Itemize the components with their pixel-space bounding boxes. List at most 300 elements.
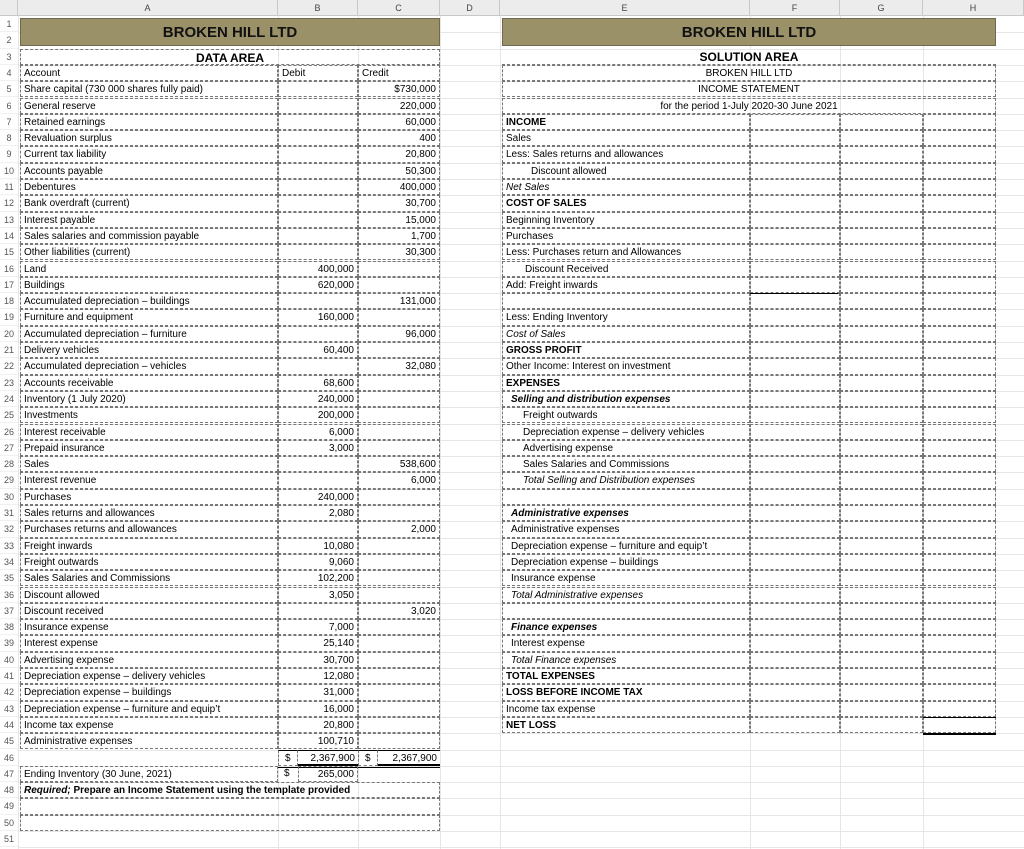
- solution-line-label[interactable]: Freight outwards: [502, 407, 750, 423]
- solution-amount-cell-f[interactable]: [750, 538, 840, 554]
- account-name-cell[interactable]: Prepaid insurance: [20, 440, 278, 456]
- solution-amount-cell-g[interactable]: [840, 244, 923, 260]
- row-header[interactable]: 20: [0, 326, 18, 342]
- credit-cell[interactable]: [358, 342, 440, 358]
- row-header[interactable]: 28: [0, 456, 18, 472]
- column-header-a[interactable]: A: [18, 0, 278, 16]
- solution-amount-cell-g[interactable]: [840, 472, 923, 488]
- row-header[interactable]: 40: [0, 652, 18, 668]
- solution-amount-cell-f[interactable]: [750, 684, 840, 700]
- credit-cell[interactable]: [358, 717, 440, 733]
- account-name-cell[interactable]: Furniture and equipment: [20, 309, 278, 325]
- debit-total[interactable]: 2,367,900: [298, 750, 358, 766]
- solution-amount-cell-h[interactable]: [923, 358, 996, 374]
- solution-amount-cell-f[interactable]: [750, 521, 840, 537]
- row-header[interactable]: 50: [0, 815, 18, 831]
- credit-total[interactable]: 2,367,900: [378, 750, 440, 766]
- solution-line-label[interactable]: COST OF SALES: [502, 195, 750, 211]
- solution-line-label[interactable]: Total Finance expenses: [502, 652, 750, 668]
- credit-cell[interactable]: [358, 684, 440, 700]
- debit-cell[interactable]: 31,000: [278, 684, 358, 700]
- solution-amount-cell-g[interactable]: [840, 277, 923, 293]
- solution-amount-cell-f[interactable]: [750, 163, 840, 179]
- debit-cell[interactable]: 160,000: [278, 309, 358, 325]
- account-name-cell[interactable]: General reserve: [20, 98, 278, 114]
- account-name-cell[interactable]: Interest revenue: [20, 472, 278, 488]
- solution-amount-cell-h[interactable]: [923, 668, 996, 684]
- debit-cell[interactable]: 20,800: [278, 717, 358, 733]
- account-name-cell[interactable]: Freight inwards: [20, 538, 278, 554]
- account-name-cell[interactable]: Depreciation expense – buildings: [20, 684, 278, 700]
- row-header[interactable]: 18: [0, 293, 18, 309]
- solution-amount-cell-h[interactable]: [923, 505, 996, 521]
- credit-cell[interactable]: [358, 407, 440, 423]
- solution-line-label[interactable]: LOSS BEFORE INCOME TAX: [502, 684, 750, 700]
- row-header[interactable]: 22: [0, 358, 18, 374]
- solution-amount-cell-g[interactable]: [840, 358, 923, 374]
- credit-cell[interactable]: [358, 309, 440, 325]
- debit-cell[interactable]: 240,000: [278, 391, 358, 407]
- debit-cell[interactable]: [278, 472, 358, 488]
- account-name-cell[interactable]: Inventory (1 July 2020): [20, 391, 278, 407]
- debit-cell[interactable]: [278, 195, 358, 211]
- credit-cell[interactable]: 2,000: [358, 521, 440, 537]
- solution-amount-cell-f[interactable]: [750, 407, 840, 423]
- account-name-cell[interactable]: Accumulated depreciation – furniture: [20, 326, 278, 342]
- solution-line-label[interactable]: Depreciation expense – furniture and equip’t: [502, 538, 750, 554]
- solution-line-label[interactable]: Less: Purchases return and Allowances: [502, 244, 750, 260]
- row-header[interactable]: 38: [0, 619, 18, 635]
- solution-amount-cell-g[interactable]: [840, 212, 923, 228]
- debit-cell[interactable]: 200,000: [278, 407, 358, 423]
- solution-amount-cell-h[interactable]: [923, 163, 996, 179]
- solution-amount-cell-f[interactable]: [750, 326, 840, 342]
- solution-line-label[interactable]: Cost of Sales: [502, 326, 750, 342]
- debit-cell[interactable]: [278, 179, 358, 195]
- solution-amount-cell-h[interactable]: [923, 391, 996, 407]
- solution-amount-cell-f[interactable]: [750, 668, 840, 684]
- solution-amount-cell-g[interactable]: [840, 293, 923, 309]
- row-header[interactable]: 32: [0, 521, 18, 537]
- account-name-cell[interactable]: Accumulated depreciation – buildings: [20, 293, 278, 309]
- debit-cell[interactable]: [278, 212, 358, 228]
- credit-cell[interactable]: 96,000: [358, 326, 440, 342]
- solution-amount-cell-g[interactable]: [840, 326, 923, 342]
- account-name-cell[interactable]: Accumulated depreciation – vehicles: [20, 358, 278, 374]
- column-header-h[interactable]: H: [923, 0, 1024, 16]
- solution-amount-cell-f[interactable]: [750, 391, 840, 407]
- solution-amount-cell-h[interactable]: [923, 635, 996, 651]
- column-header-d[interactable]: D: [440, 0, 500, 16]
- solution-line-label[interactable]: Beginning Inventory: [502, 212, 750, 228]
- solution-amount-cell-g[interactable]: [840, 163, 923, 179]
- account-name-cell[interactable]: Income tax expense: [20, 717, 278, 733]
- credit-cell[interactable]: [358, 701, 440, 717]
- row-header[interactable]: 47: [0, 766, 18, 782]
- solution-amount-cell-g[interactable]: [840, 391, 923, 407]
- credit-cell[interactable]: [358, 375, 440, 391]
- credit-cell[interactable]: 1,700: [358, 228, 440, 244]
- credit-cell[interactable]: [358, 587, 440, 603]
- solution-amount-cell-f[interactable]: [750, 635, 840, 651]
- debit-cell[interactable]: 6,000: [278, 424, 358, 440]
- solution-amount-cell-f[interactable]: [750, 587, 840, 603]
- debit-cell[interactable]: 102,200: [278, 570, 358, 586]
- solution-amount-cell-f[interactable]: [750, 375, 840, 391]
- row-header[interactable]: 4: [0, 65, 18, 81]
- debit-cell[interactable]: 9,060: [278, 554, 358, 570]
- solution-amount-cell-h[interactable]: [923, 684, 996, 700]
- debit-cell[interactable]: 2,080: [278, 505, 358, 521]
- debit-cell[interactable]: [278, 81, 358, 97]
- solution-line-label[interactable]: Add: Freight inwards: [502, 277, 750, 293]
- row-header[interactable]: 2: [0, 32, 18, 48]
- solution-amount-cell-h[interactable]: [923, 293, 996, 309]
- account-name-cell[interactable]: Debentures: [20, 179, 278, 195]
- solution-amount-cell-h[interactable]: [923, 424, 996, 440]
- column-header-b[interactable]: B: [278, 0, 358, 16]
- account-name-cell[interactable]: Interest expense: [20, 635, 278, 651]
- account-name-cell[interactable]: Bank overdraft (current): [20, 195, 278, 211]
- credit-cell[interactable]: 50,300: [358, 163, 440, 179]
- solution-line-label[interactable]: Less: Sales returns and allowances: [502, 146, 750, 162]
- solution-amount-cell-f[interactable]: [750, 195, 840, 211]
- solution-line-label[interactable]: Depreciation expense – buildings: [502, 554, 750, 570]
- solution-amount-cell-g[interactable]: [840, 652, 923, 668]
- empty-cell[interactable]: [20, 815, 440, 831]
- solution-line-label[interactable]: Total Selling and Distribution expenses: [502, 472, 750, 488]
- debit-cell[interactable]: [278, 603, 358, 619]
- row-header[interactable]: 7: [0, 114, 18, 130]
- account-name-cell[interactable]: Buildings: [20, 277, 278, 293]
- debit-cell[interactable]: 60,400: [278, 342, 358, 358]
- row-header[interactable]: 25: [0, 407, 18, 423]
- account-name-cell[interactable]: Current tax liability: [20, 146, 278, 162]
- debit-cell[interactable]: [278, 244, 358, 260]
- solution-amount-cell-f[interactable]: [750, 309, 840, 325]
- account-name-cell[interactable]: Depreciation expense – furniture and equip’t: [20, 701, 278, 717]
- solution-amount-cell-h[interactable]: [923, 375, 996, 391]
- solution-amount-cell-g[interactable]: [840, 684, 923, 700]
- debit-cell[interactable]: [278, 358, 358, 374]
- row-header[interactable]: 19: [0, 309, 18, 325]
- debit-cell[interactable]: 12,080: [278, 668, 358, 684]
- credit-cell[interactable]: [358, 668, 440, 684]
- credit-cell[interactable]: [358, 554, 440, 570]
- column-header-c[interactable]: C: [358, 0, 440, 16]
- solution-line-label[interactable]: Administrative expenses: [502, 521, 750, 537]
- credit-cell[interactable]: [358, 277, 440, 293]
- solution-amount-cell-h[interactable]: [923, 277, 996, 293]
- debit-cell[interactable]: [278, 326, 358, 342]
- credit-cell[interactable]: [358, 538, 440, 554]
- row-header[interactable]: 34: [0, 554, 18, 570]
- account-name-cell[interactable]: Discount allowed: [20, 587, 278, 603]
- credit-cell[interactable]: 400: [358, 130, 440, 146]
- solution-amount-cell-h[interactable]: [923, 146, 996, 162]
- row-header[interactable]: 45: [0, 733, 18, 749]
- solution-amount-cell-f[interactable]: [750, 293, 840, 309]
- column-header-e[interactable]: E: [500, 0, 750, 16]
- solution-amount-cell-g[interactable]: [840, 570, 923, 586]
- row-header[interactable]: 26: [0, 424, 18, 440]
- debit-cell[interactable]: 240,000: [278, 489, 358, 505]
- debit-cell[interactable]: 7,000: [278, 619, 358, 635]
- solution-amount-cell-f[interactable]: [750, 130, 840, 146]
- solution-line-label[interactable]: Advertising expense: [502, 440, 750, 456]
- account-name-cell[interactable]: Discount received: [20, 603, 278, 619]
- credit-cell[interactable]: 400,000: [358, 179, 440, 195]
- row-header[interactable]: 24: [0, 391, 18, 407]
- credit-cell[interactable]: 32,080: [358, 358, 440, 374]
- account-name-cell[interactable]: Administrative expenses: [20, 733, 278, 749]
- credit-cell[interactable]: [358, 619, 440, 635]
- solution-amount-cell-g[interactable]: [840, 456, 923, 472]
- solution-amount-cell-h[interactable]: [923, 195, 996, 211]
- solution-amount-cell-f[interactable]: [750, 717, 840, 733]
- solution-line-label[interactable]: Less: Ending Inventory: [502, 309, 750, 325]
- account-name-cell[interactable]: Investments: [20, 407, 278, 423]
- select-all-corner[interactable]: [0, 0, 18, 16]
- solution-line-label[interactable]: Total Administrative expenses: [502, 587, 750, 603]
- debit-cell[interactable]: [278, 98, 358, 114]
- solution-amount-cell-h[interactable]: [923, 228, 996, 244]
- row-header[interactable]: 31: [0, 505, 18, 521]
- solution-amount-cell-g[interactable]: [840, 228, 923, 244]
- row-header[interactable]: 14: [0, 228, 18, 244]
- credit-cell[interactable]: 15,000: [358, 212, 440, 228]
- solution-amount-cell-h[interactable]: [923, 440, 996, 456]
- credit-cell[interactable]: [358, 570, 440, 586]
- solution-amount-cell-f[interactable]: [750, 603, 840, 619]
- solution-amount-cell-g[interactable]: [840, 407, 923, 423]
- row-header[interactable]: 21: [0, 342, 18, 358]
- solution-line-label[interactable]: Net Sales: [502, 179, 750, 195]
- solution-line-label[interactable]: [502, 293, 750, 309]
- row-header[interactable]: 11: [0, 179, 18, 195]
- account-name-cell[interactable]: Sales salaries and commission payable: [20, 228, 278, 244]
- solution-amount-cell-f[interactable]: [750, 114, 840, 130]
- solution-amount-cell-f[interactable]: [750, 277, 840, 293]
- solution-line-label[interactable]: NET LOSS: [502, 717, 750, 733]
- debit-cell[interactable]: 3,000: [278, 440, 358, 456]
- credit-cell[interactable]: [358, 505, 440, 521]
- solution-amount-cell-h[interactable]: [923, 603, 996, 619]
- account-name-cell[interactable]: Purchases: [20, 489, 278, 505]
- row-header[interactable]: 35: [0, 570, 18, 586]
- account-name-cell[interactable]: Advertising expense: [20, 652, 278, 668]
- solution-line-label[interactable]: TOTAL EXPENSES: [502, 668, 750, 684]
- solution-amount-cell-g[interactable]: [840, 440, 923, 456]
- solution-amount-cell-h[interactable]: [923, 244, 996, 260]
- solution-amount-cell-f[interactable]: [750, 701, 840, 717]
- debit-cell[interactable]: 100,710: [278, 733, 358, 749]
- credit-cell[interactable]: [358, 733, 440, 749]
- row-header[interactable]: 15: [0, 244, 18, 260]
- debit-cell[interactable]: [278, 114, 358, 130]
- row-header[interactable]: 42: [0, 684, 18, 700]
- account-name-cell[interactable]: Sales returns and allowances: [20, 505, 278, 521]
- credit-cell[interactable]: [358, 652, 440, 668]
- row-header[interactable]: 17: [0, 277, 18, 293]
- account-name-cell[interactable]: Sales: [20, 456, 278, 472]
- row-header[interactable]: 49: [0, 798, 18, 814]
- account-name-cell[interactable]: Insurance expense: [20, 619, 278, 635]
- solution-line-label[interactable]: Discount Received: [502, 261, 750, 277]
- solution-amount-cell-f[interactable]: [750, 472, 840, 488]
- solution-amount-cell-h[interactable]: [923, 342, 996, 358]
- solution-amount-cell-g[interactable]: [840, 538, 923, 554]
- solution-amount-cell-h[interactable]: [923, 701, 996, 717]
- solution-amount-cell-h[interactable]: [923, 326, 996, 342]
- ending-inventory-value[interactable]: 265,000: [298, 766, 358, 782]
- solution-line-label[interactable]: [502, 489, 750, 505]
- solution-amount-cell-f[interactable]: [750, 212, 840, 228]
- solution-line-label[interactable]: Administrative expenses: [502, 505, 750, 521]
- row-header[interactable]: 43: [0, 701, 18, 717]
- solution-line-label[interactable]: Sales Salaries and Commissions: [502, 456, 750, 472]
- row-header[interactable]: 16: [0, 261, 18, 277]
- solution-line-label[interactable]: GROSS PROFIT: [502, 342, 750, 358]
- credit-cell[interactable]: 30,700: [358, 195, 440, 211]
- solution-amount-cell-h[interactable]: [923, 652, 996, 668]
- solution-amount-cell-f[interactable]: [750, 179, 840, 195]
- solution-amount-cell-h[interactable]: [923, 212, 996, 228]
- account-name-cell[interactable]: Accounts receivable: [20, 375, 278, 391]
- solution-amount-cell-f[interactable]: [750, 146, 840, 162]
- solution-line-label[interactable]: Sales: [502, 130, 750, 146]
- solution-line-label[interactable]: [502, 603, 750, 619]
- solution-amount-cell-g[interactable]: [840, 179, 923, 195]
- solution-amount-cell-f[interactable]: [750, 652, 840, 668]
- solution-amount-cell-g[interactable]: [840, 521, 923, 537]
- solution-line-label[interactable]: Selling and distribution expenses: [502, 391, 750, 407]
- solution-amount-cell-g[interactable]: [840, 603, 923, 619]
- solution-amount-cell-f[interactable]: [750, 570, 840, 586]
- row-header[interactable]: 10: [0, 163, 18, 179]
- solution-amount-cell-h[interactable]: [923, 261, 996, 277]
- solution-amount-cell-g[interactable]: [840, 114, 923, 130]
- solution-amount-cell-g[interactable]: [840, 261, 923, 277]
- solution-amount-cell-h[interactable]: [923, 554, 996, 570]
- solution-amount-cell-h[interactable]: [923, 309, 996, 325]
- account-name-cell[interactable]: Sales Salaries and Commissions: [20, 570, 278, 586]
- solution-amount-cell-g[interactable]: [840, 489, 923, 505]
- solution-amount-cell-h[interactable]: [923, 538, 996, 554]
- row-header[interactable]: 6: [0, 98, 18, 114]
- account-name-cell[interactable]: Land: [20, 261, 278, 277]
- debit-cell[interactable]: [278, 228, 358, 244]
- solution-line-label[interactable]: Insurance expense: [502, 570, 750, 586]
- row-header[interactable]: 29: [0, 472, 18, 488]
- row-header[interactable]: 33: [0, 538, 18, 554]
- account-name-cell[interactable]: Accounts payable: [20, 163, 278, 179]
- row-header[interactable]: 51: [0, 831, 18, 847]
- solution-amount-cell-f[interactable]: [750, 424, 840, 440]
- debit-cell[interactable]: [278, 456, 358, 472]
- solution-line-label[interactable]: EXPENSES: [502, 375, 750, 391]
- solution-line-label[interactable]: INCOME: [502, 114, 750, 130]
- solution-amount-cell-h[interactable]: [923, 489, 996, 505]
- account-name-cell[interactable]: Share capital (730 000 shares fully paid): [20, 81, 278, 97]
- debit-cell[interactable]: [278, 130, 358, 146]
- solution-amount-cell-h[interactable]: [923, 456, 996, 472]
- solution-amount-cell-h[interactable]: [923, 130, 996, 146]
- solution-amount-cell-h[interactable]: [923, 521, 996, 537]
- solution-amount-cell-f[interactable]: [750, 505, 840, 521]
- credit-cell[interactable]: 538,600: [358, 456, 440, 472]
- solution-line-label[interactable]: Finance expenses: [502, 619, 750, 635]
- solution-amount-cell-g[interactable]: [840, 146, 923, 162]
- debit-cell[interactable]: 3,050: [278, 587, 358, 603]
- account-name-cell[interactable]: Delivery vehicles: [20, 342, 278, 358]
- solution-amount-cell-h[interactable]: [923, 179, 996, 195]
- row-header[interactable]: 39: [0, 635, 18, 651]
- solution-amount-cell-g[interactable]: [840, 130, 923, 146]
- credit-cell[interactable]: [358, 489, 440, 505]
- row-header[interactable]: 27: [0, 440, 18, 456]
- row-header[interactable]: 36: [0, 587, 18, 603]
- credit-cell[interactable]: [358, 391, 440, 407]
- solution-amount-cell-f[interactable]: [750, 244, 840, 260]
- solution-line-label[interactable]: Income tax expense: [502, 701, 750, 717]
- row-header[interactable]: 37: [0, 603, 18, 619]
- solution-amount-cell-f[interactable]: [750, 619, 840, 635]
- credit-cell[interactable]: [358, 440, 440, 456]
- account-name-cell[interactable]: Other liabilities (current): [20, 244, 278, 260]
- debit-cell[interactable]: [278, 521, 358, 537]
- credit-cell[interactable]: [358, 261, 440, 277]
- account-name-cell[interactable]: Interest payable: [20, 212, 278, 228]
- row-header[interactable]: 3: [0, 49, 18, 65]
- solution-amount-cell-g[interactable]: [840, 375, 923, 391]
- solution-line-label[interactable]: Depreciation expense – delivery vehicles: [502, 424, 750, 440]
- credit-cell[interactable]: 20,800: [358, 146, 440, 162]
- solution-line-label[interactable]: Interest expense: [502, 635, 750, 651]
- solution-amount-cell-g[interactable]: [840, 619, 923, 635]
- debit-cell[interactable]: 400,000: [278, 261, 358, 277]
- debit-cell[interactable]: 10,080: [278, 538, 358, 554]
- solution-amount-cell-f[interactable]: [750, 228, 840, 244]
- row-header[interactable]: 23: [0, 375, 18, 391]
- solution-line-label[interactable]: Other Income: Interest on investment: [502, 358, 750, 374]
- row-header[interactable]: 48: [0, 782, 18, 798]
- solution-amount-cell-g[interactable]: [840, 635, 923, 651]
- solution-amount-cell-h[interactable]: [923, 587, 996, 603]
- row-header[interactable]: 41: [0, 668, 18, 684]
- solution-amount-cell-f[interactable]: [750, 261, 840, 277]
- debit-cell[interactable]: 30,700: [278, 652, 358, 668]
- row-header[interactable]: 12: [0, 195, 18, 211]
- row-header[interactable]: 5: [0, 81, 18, 97]
- solution-amount-cell-g[interactable]: [840, 342, 923, 358]
- debit-cell[interactable]: 620,000: [278, 277, 358, 293]
- solution-amount-cell-h[interactable]: [923, 570, 996, 586]
- solution-amount-cell-h[interactable]: [923, 717, 996, 733]
- solution-amount-cell-f[interactable]: [750, 358, 840, 374]
- credit-cell[interactable]: $730,000: [358, 81, 440, 97]
- solution-line-label[interactable]: Discount allowed: [502, 163, 750, 179]
- solution-amount-cell-f[interactable]: [750, 489, 840, 505]
- credit-cell[interactable]: 3,020: [358, 603, 440, 619]
- account-name-cell[interactable]: Purchases returns and allowances: [20, 521, 278, 537]
- row-header[interactable]: 30: [0, 489, 18, 505]
- account-name-cell[interactable]: Depreciation expense – delivery vehicles: [20, 668, 278, 684]
- solution-amount-cell-g[interactable]: [840, 587, 923, 603]
- solution-amount-cell-f[interactable]: [750, 456, 840, 472]
- column-header-f[interactable]: F: [750, 0, 840, 16]
- account-name-cell[interactable]: Freight outwards: [20, 554, 278, 570]
